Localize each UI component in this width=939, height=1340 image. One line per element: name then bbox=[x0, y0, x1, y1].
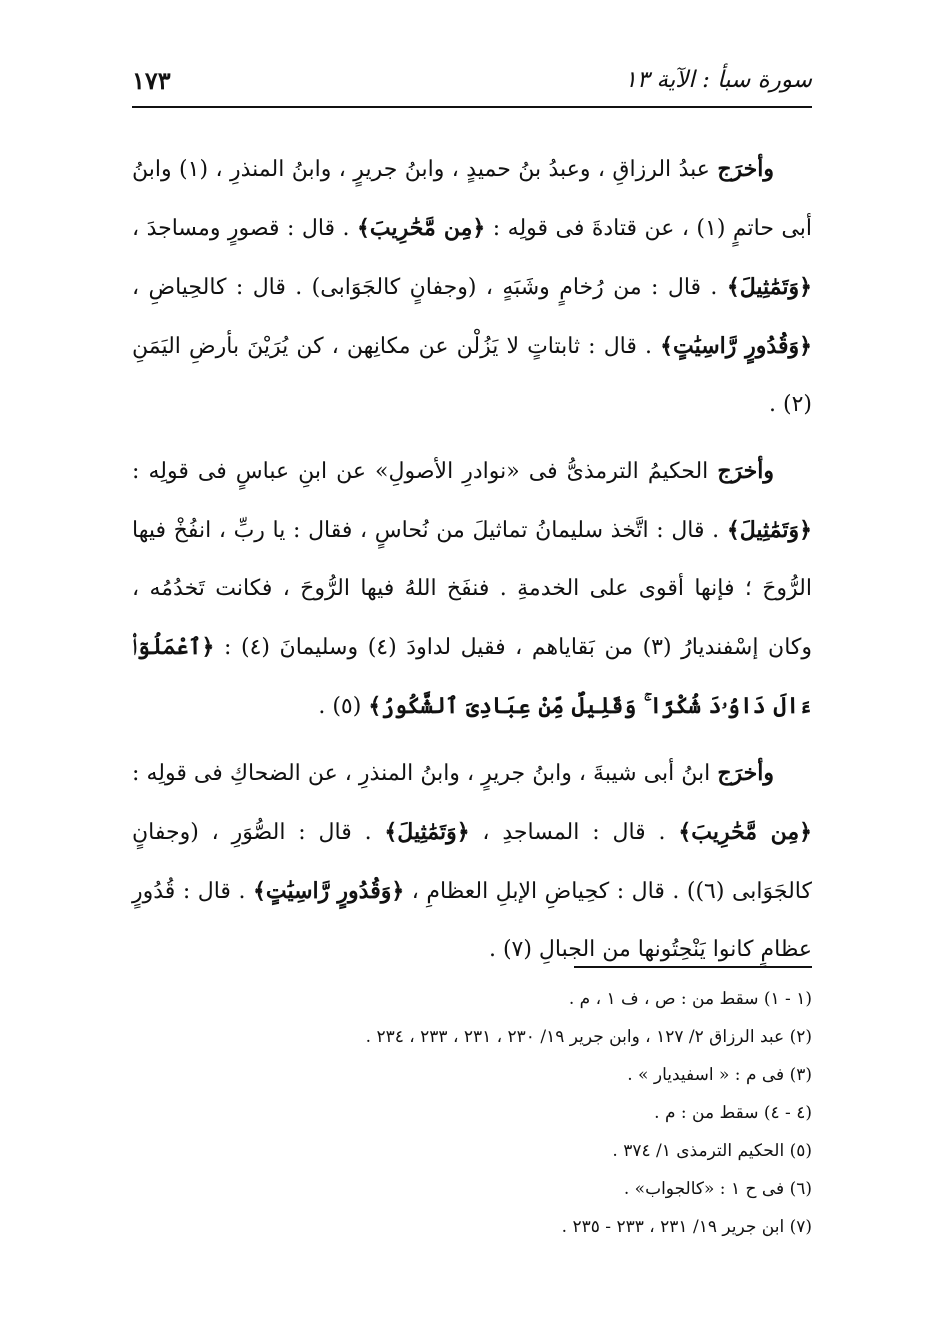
paragraph-2 bbox=[132, 442, 812, 736]
quran-quote: ﴿وَقُدُورٍ رَّاسِيَٰتٍ﴾ bbox=[660, 333, 812, 359]
paragraph-lead: وأخرَج bbox=[717, 458, 774, 484]
footnotes bbox=[132, 980, 812, 1246]
paragraph-text: . قال : قُدُورٍ عظامٍ كانوا يَنْحِتُونها من الجبالِ (٧) . bbox=[132, 879, 812, 962]
footnote: (٥) الحكيم الترمذى ١/ ٣٧٤ . bbox=[612, 1141, 812, 1161]
paragraph-text: . قال : الصُّوَرِ ، (وجفانٍ كالجَوَابى (٦)) . قال : كحِياضِ الإبلِ العظامِ ، bbox=[132, 820, 812, 904]
quran-quote: ﴿مِن مَّحَٰرِيبَ﴾ bbox=[357, 215, 486, 241]
footnote: (٧) ابن جرير ١٩/ ٢٣١ ، ٢٣٣ - ٢٣٥ . bbox=[561, 1217, 812, 1237]
paragraph-lead: وأخرَج bbox=[717, 156, 774, 182]
paragraph-text: عبدُ الرزاقِ ، وعبدُ بنُ حميدٍ ، وابنُ جريرٍ ، وابنُ المنذرِ ، (١) وابنُ أبى حاتمٍ (١) ، عن قتادةَ فى قولِه : bbox=[132, 157, 813, 241]
body-text bbox=[132, 140, 812, 983]
paragraph-text: ابنُ أبى شيبةَ ، وابنُ جريرٍ ، وابنُ المنذرِ ، عن الضحاكِ فى قولِه : bbox=[132, 761, 718, 786]
quran-quote: ﴿وَتَمَٰثِيلَ﴾ bbox=[726, 517, 812, 543]
quran-quote: ﴿ٱعْمَلُوٓا۟ ءَالَ دَاوُۥدَ شُكْرًا ۚ وَقَلِيلٌ مِّنْ عِبَادِىَ ٱلشَّكُورُ﴾ bbox=[132, 634, 812, 719]
quran-quote: ﴿وَتَمَٰثِيلَ﴾ bbox=[726, 274, 812, 300]
quran-quote: ﴿وَقُدُورٍ رَّاسِيَٰتٍ﴾ bbox=[252, 878, 405, 904]
paragraph-text: . قال : اتَّخذ سليمانُ تماثيلَ من نُحاسٍ ، فقال : يا ربِّ ، انفُخْ فيها الرُّوحَ ؛ فإنها أقوى على الخدمةِ . فنفَخ اللهُ فيها الرُّوحَ ، فكانت تَخدُمُه ، وكان إسْفنديارُ (٣) من بَقاياهم ، فقيل لداودَ (٤) وسليمانَ (٤) : bbox=[132, 518, 812, 660]
running-title: سورة سبأ : الآية ١٣ bbox=[624, 67, 812, 93]
quran-quote: ﴿مِن مَّحَٰرِيبَ﴾ bbox=[678, 819, 812, 845]
paragraph-text: . قال : المساجدِ ، bbox=[469, 820, 679, 845]
footnote: (٤ - ٤) سقط من : م . bbox=[654, 1103, 812, 1123]
paragraph-text: . قال : ثابتاتٍ لا يَزُلْن عن مكانِهن ، كن يُرَيْنَ بأرضِ اليَمَنِ (٢) . bbox=[132, 334, 812, 417]
paragraph-lead: وأخرَج bbox=[717, 760, 774, 786]
footnote: (١ - ١) سقط من : ص ، ف ١ ، م . bbox=[568, 989, 812, 1009]
paragraph-text: . قال : من رُخامٍ وشَبَهٍ ، (وجفانٍ كالجَوَابى) . قال : كالحِياضِ ، bbox=[132, 275, 727, 300]
paragraph-text: الحكيمُ الترمذىُّ فى «نوادرِ الأصولِ» عن ابنِ عباسٍ فى قولِه : bbox=[132, 459, 718, 484]
footnote: (٢) عبد الرزاق ٢/ ١٢٧ ، وابن جرير ١٩/ ٢٣٠ ، ٢٣١ ، ٢٣٣ ، ٢٣٤ . bbox=[365, 1027, 812, 1047]
paragraph-1 bbox=[132, 140, 812, 434]
quran-quote: ﴿وَتَمَٰثِيلَ﴾ bbox=[384, 819, 470, 845]
footnote: (٦) فى ح ١ : «كالجواب» . bbox=[623, 1179, 812, 1199]
page-header bbox=[132, 56, 812, 104]
header-rule bbox=[132, 106, 812, 108]
paragraph-text: . قال : قصورٍ ومساجدَ ، bbox=[132, 216, 358, 241]
page-number: ١٧٣ bbox=[132, 65, 171, 95]
footnote-rule bbox=[574, 966, 812, 968]
footnote: (٣) فى م : « اسفيديار » . bbox=[627, 1065, 812, 1085]
paragraph-3 bbox=[132, 744, 812, 979]
paragraph-text: (٥) . bbox=[318, 694, 369, 719]
